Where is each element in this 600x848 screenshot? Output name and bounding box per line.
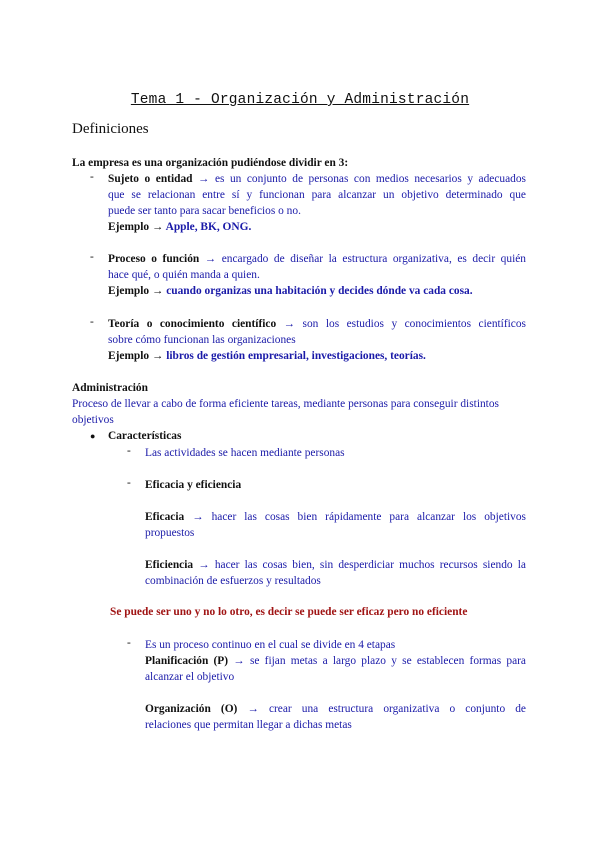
eficacia-definition: Eficacia → hacer las cosas bien rápidamente para alcanzar los objetivos xyxy=(145,511,526,523)
term: Teoría o conocimiento científico xyxy=(108,318,277,330)
term: Proceso o función xyxy=(108,253,200,265)
example: Ejemplo → Apple, BK, ONG. xyxy=(108,221,252,233)
list-dash: - xyxy=(127,445,131,457)
list-dash: - xyxy=(127,477,131,489)
bullet-icon: ● xyxy=(90,431,96,441)
organizacion-definition: Organización (O) → crear una estructura organizativa o conjunto de xyxy=(145,703,526,715)
definiciones-heading: Definiciones xyxy=(72,121,149,137)
list-item: Teoría o conocimiento científico → son los estudios y conocimientos científicos xyxy=(108,318,526,330)
eficiencia-definition: Eficiencia → hacer las cosas bien, sin desperdiciar muchos recursos siendo la xyxy=(145,559,526,571)
empresa-intro: La empresa es una organización pudiéndose dividir en 3: xyxy=(72,157,349,169)
document-page: Tema 1 - Organización y Administración Definiciones La empresa es una organización pudiéndose dividir en 3: - Sujeto o entidad → es un conjunto de personas con medios necesarios y adecuados que se relacionan entre sí y funcionan para alcanzar un objetivo determinado que puede ser tanto para sacar beneficios o no. Ejemplo → Apple, BK, ONG. - Proceso o función → encargado de diseñar la estructura organizativa, es decir quién hace qué, o quién manda a quien. Ejemplo → cuando organizas una habitación y decides dónde va cada cosa. - Teoría o conocimiento científico → son los estudios y conocimientos científicos sobre cómo funcionan las organizaciones Ejemplo → libros de gestión empresarial, investigaciones, teorías. Administración Proceso de llevar a cabo de forma eficiente tareas, mediante personas para conseguir distintos objetivos ● Características - Las actividades se hacen mediante personas - Eficacia y eficiencia Eficacia → hacer las cosas bien rápidamente para alcanzar los objetivos propuestos Eficiencia → hacer las cosas bien, sin desperdiciar muchos recursos siendo la combinación de esfuerzos y resultados Se puede ser uno y no lo otro, es decir se puede ser eficaz pero no eficiente - Es un proceso continuo en el cual se divide en 4 etapas Planificación (P) → se fijan metas a largo plazo y se establecen formas para alcanzar el objetivo Organización (O) → crear una estructura organizativa o conjunto de relaciones que permitan llegar a dichas metas xyxy=(0,0,600,848)
term: Sujeto o entidad xyxy=(108,173,193,185)
list-dash: - xyxy=(90,171,94,183)
sub-item: Las actividades se hacen mediante personas xyxy=(145,447,345,459)
highlighted-note: Se puede ser uno y no lo otro, es decir se puede ser eficaz pero no eficiente xyxy=(110,606,468,618)
caracteristicas-label: Características xyxy=(108,430,182,442)
list-dash: - xyxy=(90,316,94,328)
page-title: Tema 1 - Organización y Administración xyxy=(130,92,470,108)
list-item: Proceso o función → encargado de diseñar la estructura organizativa, es decir quién xyxy=(108,253,526,265)
administracion-definition: Proceso de llevar a cabo de forma eficiente tareas, mediante personas para conseguir distintos xyxy=(72,398,499,410)
sub-item: Eficacia y eficiencia xyxy=(145,479,242,491)
example: Ejemplo → libros de gestión empresarial, investigaciones, teorías. xyxy=(108,350,426,362)
administracion-heading: Administración xyxy=(72,382,148,394)
planificacion-definition: Planificación (P) → se fijan metas a largo plazo y se establecen formas para xyxy=(145,655,526,667)
sub-item: Es un proceso continuo en el cual se divide en 4 etapas xyxy=(145,639,396,651)
list-item: Sujeto o entidad → es un conjunto de personas con medios necesarios y adecuados xyxy=(108,173,526,185)
example: Ejemplo → cuando organizas una habitación y decides dónde va cada cosa. xyxy=(108,285,473,297)
list-dash: - xyxy=(90,251,94,263)
list-dash: - xyxy=(127,637,131,649)
